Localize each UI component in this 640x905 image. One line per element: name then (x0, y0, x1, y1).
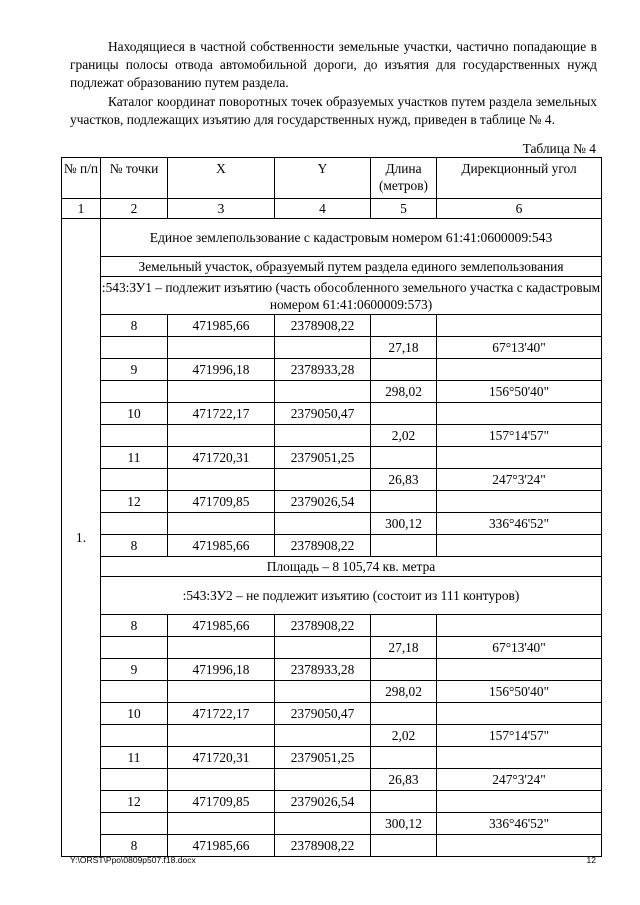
header-cell: № точки (101, 158, 168, 199)
point-row (62, 747, 602, 769)
empty-cell (275, 681, 371, 703)
empty-cell (168, 425, 275, 447)
point-row (62, 315, 602, 337)
coordinate-y: 2378908,22 (275, 315, 371, 337)
coordinate-y: 2379051,25 (275, 447, 371, 469)
segment-length: 298,02 (371, 381, 437, 403)
point-number: 11 (101, 447, 168, 469)
empty-cell (371, 315, 437, 337)
coordinate-y: 2379050,47 (275, 703, 371, 725)
table-caption: Таблица № 4 (522, 141, 596, 156)
header-cell: Y (275, 158, 371, 199)
empty-cell (371, 615, 437, 637)
segment-row (62, 769, 602, 791)
segment-length: 2,02 (371, 725, 437, 747)
coordinate-x: 471709,85 (168, 491, 275, 513)
empty-cell (437, 491, 602, 513)
area-row (62, 557, 602, 577)
empty-cell (437, 535, 602, 557)
intro-paragraph-2: Каталог координат поворотных точек образуемых участков путем раздела земельных участков, подлежащих изъятию для государственных нужд, приведен в таблице № 4. (70, 94, 597, 128)
direction-angle: 67°13'40" (437, 337, 602, 359)
coordinate-x: 471720,31 (168, 747, 275, 769)
coordinate-x: 471720,31 (168, 447, 275, 469)
segment-row (62, 425, 602, 447)
header-cell: Дирекционный угол (437, 158, 602, 199)
segment-row (62, 469, 602, 491)
point-number: 10 (101, 403, 168, 425)
empty-cell (437, 315, 602, 337)
footer-file-path: Y:\ORST\Ppo\0809p507.f18.docx (70, 855, 196, 865)
intro-paragraph-1: Находящиеся в частной собственности земельные участки, частично попадающие в границы полосы отвода автомобильной дороги, до изъятия для государственных нужд подлежат образованию путем раздела. (70, 39, 597, 91)
empty-cell (275, 337, 371, 359)
header-cell: № п/п (62, 158, 101, 199)
segment-row (62, 725, 602, 747)
point-row (62, 791, 602, 813)
empty-cell (168, 469, 275, 491)
empty-cell (275, 769, 371, 791)
table-header-row (62, 158, 602, 199)
empty-cell (101, 337, 168, 359)
segment-length: 2,02 (371, 425, 437, 447)
point-row (62, 403, 602, 425)
empty-cell (101, 469, 168, 491)
footer-page-number: 12 (586, 855, 596, 865)
coordinate-y: 2378908,22 (275, 615, 371, 637)
coordinate-x: 471996,18 (168, 659, 275, 681)
coordinate-x: 471985,66 (168, 535, 275, 557)
empty-cell (371, 491, 437, 513)
coordinate-x: 471985,66 (168, 315, 275, 337)
empty-cell (168, 725, 275, 747)
coordinates-table (61, 157, 602, 857)
segment-row (62, 813, 602, 835)
segment-length: 26,83 (371, 469, 437, 491)
empty-cell (101, 681, 168, 703)
empty-cell (437, 359, 602, 381)
empty-cell (275, 637, 371, 659)
column-number: 6 (437, 199, 602, 219)
point-number: 8 (101, 835, 168, 857)
point-row (62, 835, 602, 857)
empty-cell (437, 747, 602, 769)
point-number: 8 (101, 615, 168, 637)
point-row (62, 615, 602, 637)
coordinate-y: 2379026,54 (275, 491, 371, 513)
empty-cell (275, 513, 371, 535)
subtitle-row (62, 257, 602, 277)
direction-angle: 156°50'40" (437, 681, 602, 703)
empty-cell (371, 447, 437, 469)
empty-cell (275, 469, 371, 491)
segment-row (62, 513, 602, 535)
group-title: Единое землепользование с кадастровым номером 61:41:0600009:543 (101, 219, 602, 257)
direction-angle: 247°3'24" (437, 469, 602, 491)
segment-row (62, 381, 602, 403)
parcel-area: Площадь – 8 105,74 кв. метра (101, 557, 602, 577)
point-row (62, 703, 602, 725)
segment-row (62, 681, 602, 703)
point-row (62, 447, 602, 469)
empty-cell (168, 513, 275, 535)
coordinate-x: 471709,85 (168, 791, 275, 813)
column-number: 3 (168, 199, 275, 219)
empty-cell (437, 615, 602, 637)
coordinate-y: 2379026,54 (275, 791, 371, 813)
header-cell: X (168, 158, 275, 199)
empty-cell (275, 425, 371, 447)
coordinate-x: 471722,17 (168, 403, 275, 425)
segment-length: 27,18 (371, 337, 437, 359)
empty-cell (371, 535, 437, 557)
direction-angle: 156°50'40" (437, 381, 602, 403)
segment-row (62, 637, 602, 659)
direction-angle: 336°46'52" (437, 513, 602, 535)
parcel-title: :543:ЗУ2 – не подлежит изъятию (состоит из 111 контуров) (101, 577, 602, 615)
segment-length: 300,12 (371, 813, 437, 835)
empty-cell (371, 835, 437, 857)
column-number: 4 (275, 199, 371, 219)
coordinate-x: 471722,17 (168, 703, 275, 725)
empty-cell (371, 703, 437, 725)
point-number: 11 (101, 747, 168, 769)
coordinate-y: 2378908,22 (275, 535, 371, 557)
empty-cell (168, 769, 275, 791)
point-number: 10 (101, 703, 168, 725)
column-number: 1 (62, 199, 101, 219)
empty-cell (101, 813, 168, 835)
empty-cell (101, 637, 168, 659)
parcel-title: :543:ЗУ1 – подлежит изъятию (часть обособленного земельного участка с кадастровым номером 61:41:0600009:573) (101, 277, 602, 315)
empty-cell (371, 791, 437, 813)
empty-cell (437, 791, 602, 813)
point-row (62, 359, 602, 381)
empty-cell (371, 747, 437, 769)
segment-length: 26,83 (371, 769, 437, 791)
point-row (62, 491, 602, 513)
parcel-title-row (62, 277, 602, 315)
empty-cell (371, 403, 437, 425)
empty-cell (275, 813, 371, 835)
empty-cell (437, 835, 602, 857)
empty-cell (168, 337, 275, 359)
point-number: 9 (101, 359, 168, 381)
empty-cell (371, 359, 437, 381)
empty-cell (168, 637, 275, 659)
empty-cell (101, 425, 168, 447)
header-cell: Длина (метров) (371, 158, 437, 199)
empty-cell (101, 513, 168, 535)
empty-cell (437, 659, 602, 681)
point-row (62, 659, 602, 681)
coordinate-x: 471985,66 (168, 615, 275, 637)
column-number: 5 (371, 199, 437, 219)
column-number: 2 (101, 199, 168, 219)
empty-cell (168, 381, 275, 403)
coordinate-y: 2379051,25 (275, 747, 371, 769)
table-subtitle: Земельный участок, образуемый путем раздела единого землепользования (101, 257, 602, 277)
point-number: 12 (101, 491, 168, 513)
segment-length: 27,18 (371, 637, 437, 659)
empty-cell (275, 381, 371, 403)
empty-cell (437, 703, 602, 725)
direction-angle: 336°46'52" (437, 813, 602, 835)
empty-cell (101, 725, 168, 747)
direction-angle: 157°14'57" (437, 725, 602, 747)
direction-angle: 67°13'40" (437, 637, 602, 659)
empty-cell (168, 681, 275, 703)
coordinate-y: 2378908,22 (275, 835, 371, 857)
group-title-row (62, 219, 602, 257)
column-number-row (62, 199, 602, 219)
point-number: 9 (101, 659, 168, 681)
row-number: 1. (62, 219, 101, 857)
empty-cell (275, 725, 371, 747)
direction-angle: 247°3'24" (437, 769, 602, 791)
empty-cell (371, 659, 437, 681)
segment-row (62, 337, 602, 359)
direction-angle: 157°14'57" (437, 425, 602, 447)
point-number: 8 (101, 315, 168, 337)
coordinate-x: 471996,18 (168, 359, 275, 381)
point-row (62, 535, 602, 557)
empty-cell (437, 447, 602, 469)
empty-cell (168, 813, 275, 835)
coordinate-y: 2379050,47 (275, 403, 371, 425)
point-number: 8 (101, 535, 168, 557)
segment-length: 298,02 (371, 681, 437, 703)
empty-cell (101, 769, 168, 791)
coordinate-x: 471985,66 (168, 835, 275, 857)
point-number: 12 (101, 791, 168, 813)
coordinate-y: 2378933,28 (275, 359, 371, 381)
coordinate-y: 2378933,28 (275, 659, 371, 681)
empty-cell (437, 403, 602, 425)
segment-length: 300,12 (371, 513, 437, 535)
empty-cell (101, 381, 168, 403)
parcel-title-row (62, 577, 602, 615)
